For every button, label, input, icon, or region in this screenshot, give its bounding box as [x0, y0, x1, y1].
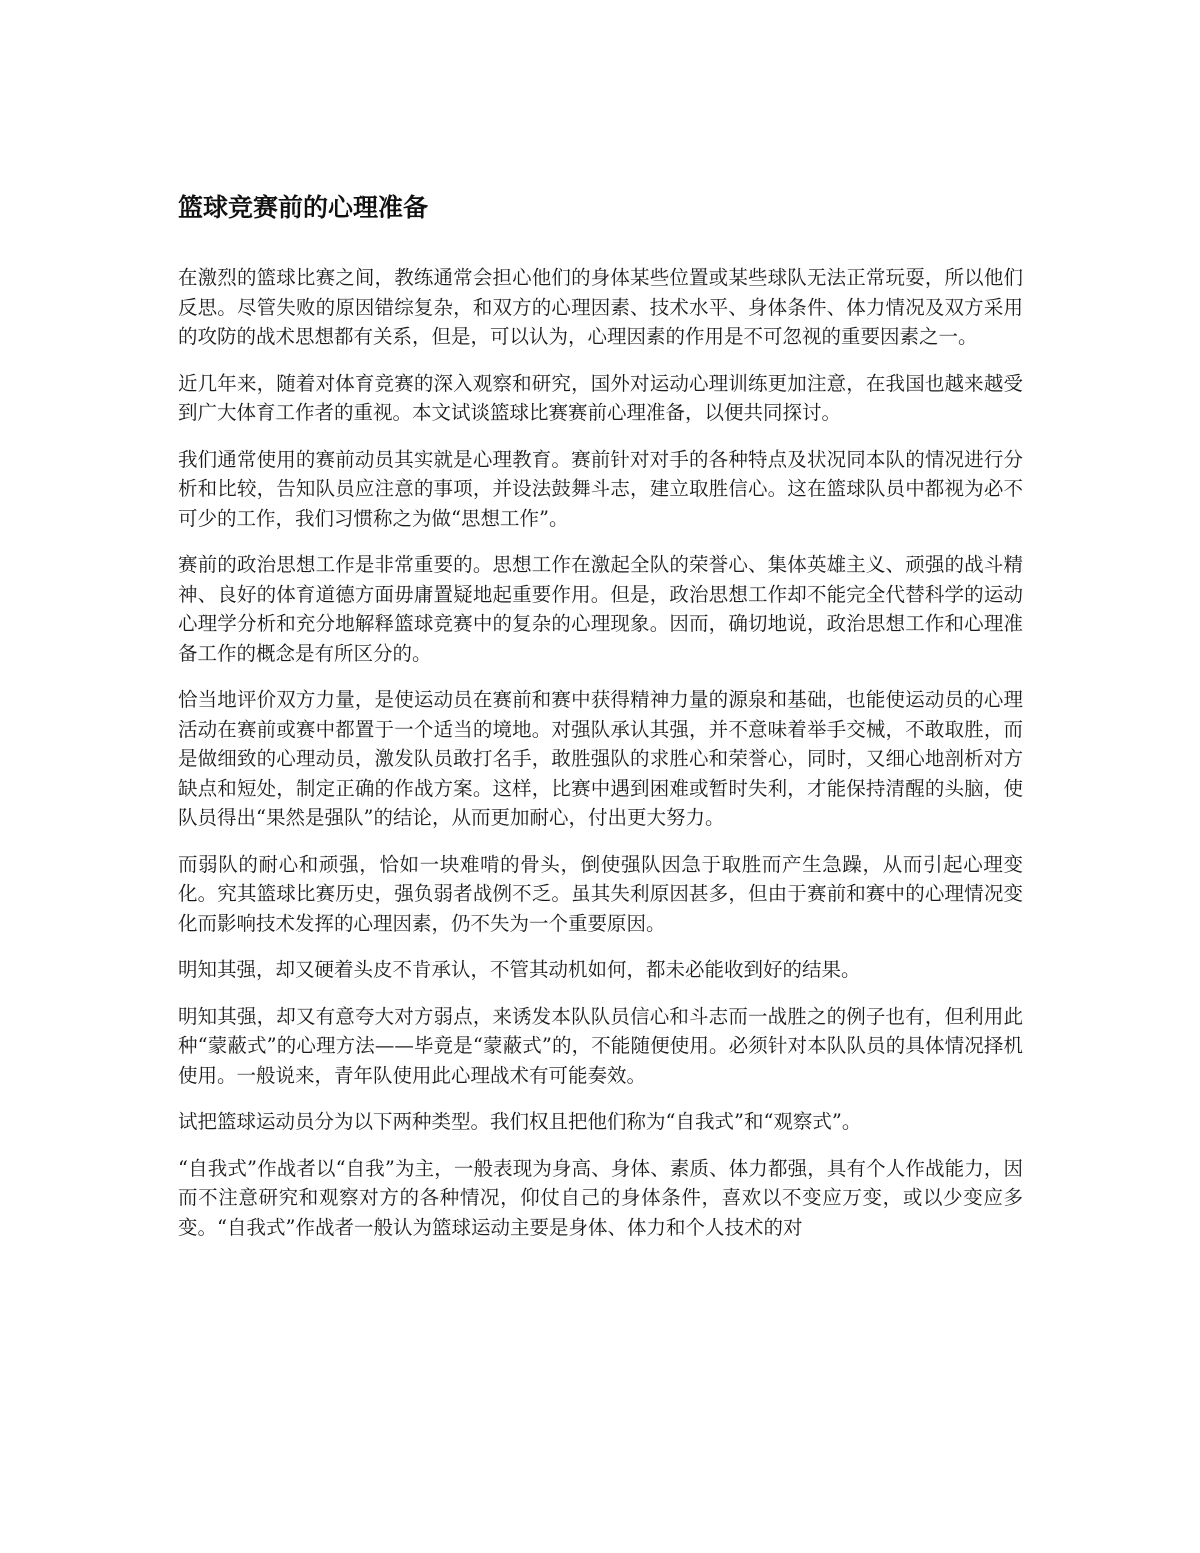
paragraph: “自我式”作战者以“自我”为主，一般表现为身高、身体、素质、体力都强，具有个人作战能力，因而不注意研究和观察对方的各种情况，仰仗自己的身体条件，喜欢以不变应万变，或以少变应多变。“自我式”作战者一般认为篮球运动主要是身体、体力和个人技术的对: [178, 1156, 1023, 1239]
paragraph: 恰当地评价双方力量，是使运动员在赛前和赛中获得精神力量的源泉和基础，也能使运动员的心理活动在赛前或赛中都置于一个适当的境地。对强队承认其强，并不意味着举手交械，不敢取胜，而是做细致的心理动员，激发队员敢打名手，敢胜强队的求胜心和荣誉心，同时，又细心地剖析对方缺点和短处，制定正确的作战方案。这样，比赛中遇到困难或暂时失利，才能保持清醒的头脑，使队员得出“果然是强队”的结论，从而更加耐心，付出更大努力。: [178, 688, 1023, 829]
paragraph: 明知其强，却又硬着头皮不肯承认，不管其动机如何，都未必能收到好的结果。: [178, 958, 861, 981]
paragraph: 而弱队的耐心和顽强，恰如一块难啃的骨头，倒使强队因急于取胜而产生急躁，从而引起心理变化。究其篮球比赛历史，强负弱者战例不乏。虽其失利原因甚多，但由于赛前和赛中的心理情况变化而影响技术发挥的心理因素，仍不失为一个重要原因。: [178, 852, 1023, 935]
paragraph: 我们通常使用的赛前动员其实就是心理教育。赛前针对对手的各种特点及状况同本队的情况进行分析和比较，告知队员应注意的事项，并设法鼓舞斗志，建立取胜信心。这在篮球队员中都视为必不可少的工作，我们习惯称之为做“思想工作”。: [178, 447, 1023, 530]
article-body: [178, 263, 1023, 1259]
page-title: 篮球竞赛前的心理准备: [178, 193, 429, 222]
paragraph: 试把篮球运动员分为以下两种类型。我们权且把他们称为“自我式”和“观察式”。: [178, 1110, 862, 1133]
paragraph: 近几年来，随着对体育竞赛的深入观察和研究，国外对运动心理训练更加注意，在我国也越来越受到广大体育工作者的重视。本文试谈篮球比赛赛前心理准备，以便共同探讨。: [178, 371, 1023, 424]
paragraph: 明知其强，却又有意夸大对方弱点，来诱发本队队员信心和斗志而一战胜之的例子也有，但利用此种“蒙蔽式”的心理方法——毕竟是“蒙蔽式”的，不能随便使用。必须针对本队队员的具体情况择机使用。一般说来，青年队使用此心理战术有可能奏效。: [178, 1004, 1023, 1087]
paragraph: 在激烈的篮球比赛之间，教练通常会担心他们的身体某些位置或某些球队无法正常玩耍，所以他们反思。尽管失败的原因错综复杂，和双方的心理因素、技术水平、身体条件、体力情况及双方采用的攻防的战术思想都有关系，但是，可以认为，心理因素的作用是不可忽视的重要因素之一。: [178, 266, 1023, 348]
paragraph: 赛前的政治思想工作是非常重要的。思想工作在激起全队的荣誉心、集体英雄主义、顽强的战斗精神、良好的体育道德方面毋庸置疑地起重要作用。但是，政治思想工作却不能完全代替科学的运动心理学分析和充分地解释篮球竞赛中的复杂的心理现象。因而，确切地说，政治思想工作和心理准备工作的概念是有所区分的。: [178, 553, 1023, 665]
